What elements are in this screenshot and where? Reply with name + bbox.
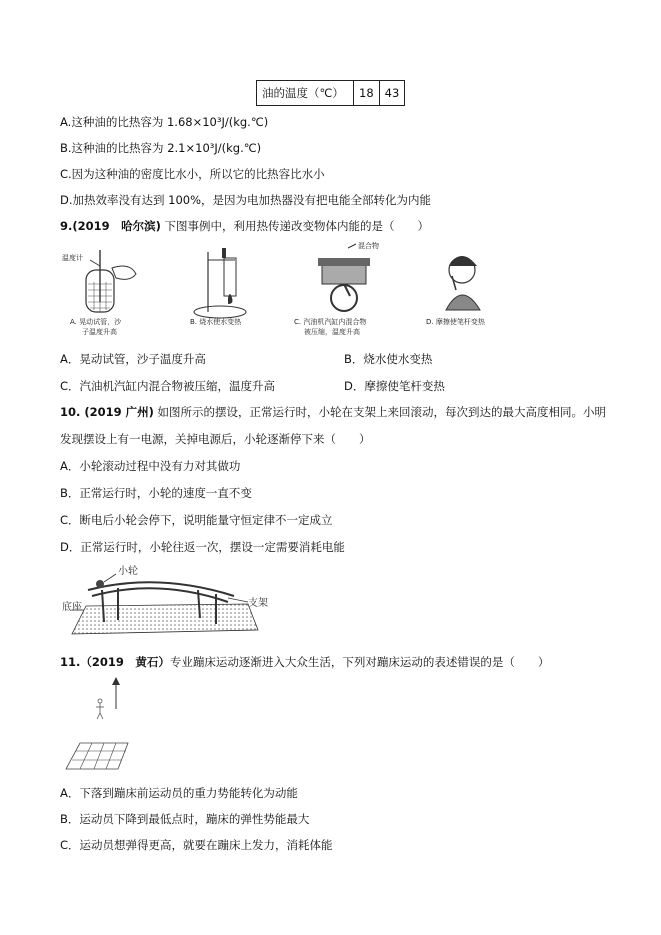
table-value-cell: 43 bbox=[379, 81, 405, 106]
table-label-cell: 油的温度（℃） bbox=[257, 81, 354, 106]
q10-option-d: D．正常运行时，小轮往返一次，摆设一定需要消耗电能 bbox=[60, 540, 345, 554]
mixture-label: 混合物 bbox=[358, 242, 379, 250]
q11-number: 11.（2019 黄石） bbox=[60, 655, 170, 669]
q8-option-d: D.加热效率没有达到 100%，是因为电加热器没有把电能全部转化为内能 bbox=[60, 193, 432, 207]
q9-figure bbox=[60, 240, 530, 340]
q11-stem: 专业蹦床运动逐渐进入大众生活，下列对蹦床运动的表述错误的是（ ） bbox=[169, 655, 550, 669]
q8-option-b: B.这种油的比热容为 2.1×10³J/(kg.℃) bbox=[60, 141, 262, 155]
q11-figure bbox=[60, 675, 170, 773]
q10-option-a: A．小轮滚动过程中没有力对其做功 bbox=[60, 459, 241, 473]
jumper-figure bbox=[96, 699, 104, 719]
q10-question-line1 bbox=[60, 405, 606, 419]
base-label: 底座 bbox=[62, 602, 82, 613]
q10-question-line2: 发现摆设上有一电源，关掉电源后，小轮逐渐停下来（ ） bbox=[60, 432, 371, 446]
q9-option-d: D．摩擦使笔杆变热 bbox=[344, 379, 445, 393]
fig-caption-b: B. 烧水使水变热 bbox=[190, 318, 242, 326]
boiling-water-illustration bbox=[190, 248, 246, 326]
wheel-label: 小轮 bbox=[118, 566, 138, 577]
thermometer-label: 温度计 bbox=[62, 254, 83, 262]
q10-stem: 如图所示的摆设，正常运行时，小轮在支架上来回滚动，每次到达的最大高度相同。小明 bbox=[153, 405, 607, 419]
q11-option-a: A．下落到蹦床前运动员的重力势能转化为动能 bbox=[60, 786, 298, 800]
stand-label: 支架 bbox=[248, 598, 268, 609]
test-tube-illustration bbox=[62, 250, 136, 336]
q9-number: 9.(2019 哈尔滨) bbox=[60, 219, 161, 233]
q8-option-a: A.这种油的比热容为 1.68×10³J/(kg.℃) bbox=[60, 115, 269, 129]
q9-stem: 下图事例中，利用热传递改变物体内能的是（ ） bbox=[160, 219, 430, 233]
boy-rubbing-pen-illustration bbox=[426, 256, 486, 326]
q10-number: 10. (2019 广州) bbox=[60, 405, 154, 419]
engine-illustration bbox=[294, 241, 379, 337]
fig-caption-a2: 子温度升高 bbox=[82, 328, 117, 336]
q9-option-a: A．晃动试管，沙子温度升高 bbox=[60, 352, 206, 366]
q9-question bbox=[60, 219, 429, 233]
table-value-cell: 18 bbox=[354, 81, 380, 106]
fig-caption-c: C. 汽油机汽缸内混合物 bbox=[294, 318, 367, 326]
fig-caption-d: D. 摩擦使笔杆变热 bbox=[426, 318, 485, 326]
q9-option-b: B．烧水使水变热 bbox=[344, 352, 433, 366]
q8-option-c: C.因为这种油的密度比水小，所以它的比热容比水小 bbox=[60, 167, 325, 181]
q10-option-c: C．断电后小轮会停下，说明能量守恒定律不一定成立 bbox=[60, 513, 333, 527]
q11-option-c: C．运动员想弹得更高，就要在蹦床上发力，消耗体能 bbox=[60, 838, 333, 852]
q9-option-c: C．汽油机汽缸内混合物被压缩，温度升高 bbox=[60, 379, 276, 393]
q10-option-b: B．正常运行时，小轮的速度一直不变 bbox=[60, 486, 252, 500]
q10-figure bbox=[58, 560, 308, 642]
q11-option-b: B．运动员下降到最低点时，蹦床的弹性势能最大 bbox=[60, 812, 310, 826]
q11-question bbox=[60, 655, 549, 669]
table-row bbox=[257, 81, 405, 106]
temperature-table bbox=[256, 80, 405, 106]
fig-caption-a: A. 晃动试管，沙 bbox=[70, 318, 122, 326]
fig-caption-c2: 被压缩，温度升高 bbox=[304, 328, 360, 336]
